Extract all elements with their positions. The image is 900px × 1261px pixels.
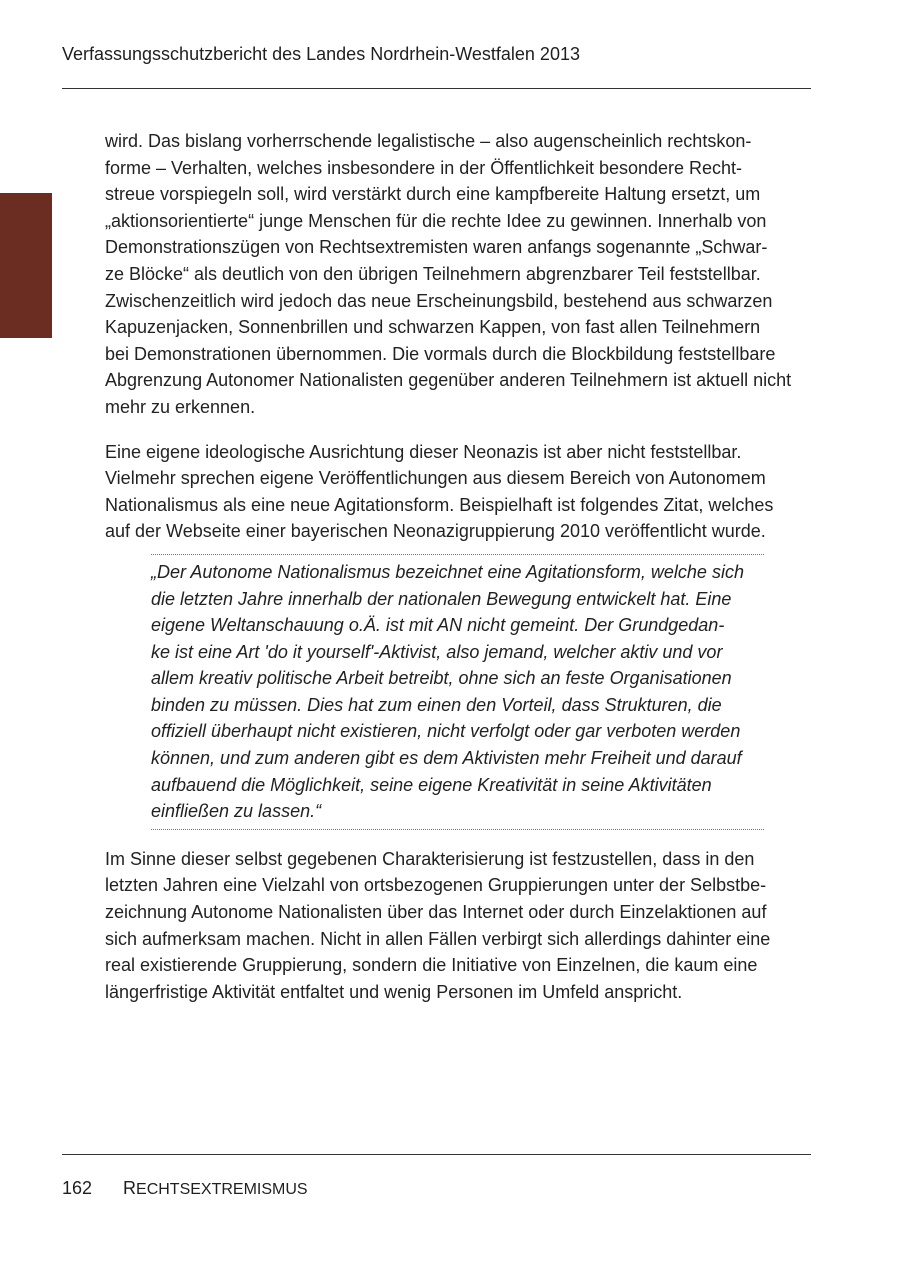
paragraph-1 — [105, 128, 817, 421]
quote-line: „Der Autonome Nationalismus bezeichnet eine Agitationsform, welche sich — [151, 561, 744, 582]
main-content — [105, 128, 817, 1005]
text-line: ze Blöcke“ als deutlich von den übrigen Teilnehmern abgrenzbarer Teil feststellbar. — [105, 263, 761, 284]
text-line: forme – Verhalten, welches insbesondere in der Öffentlichkeit besondere Recht- — [105, 157, 743, 178]
text-line: Nationalismus als eine neue Agitationsform. Beispielhaft ist folgendes Zitat, welches — [105, 494, 774, 515]
text-line: Vielmehr sprechen eigene Veröffentlichungen aus diesem Bereich von Autonomem — [105, 468, 766, 489]
text-line: letzten Jahren eine Vielzahl von ortsbezogenen Gruppierungen unter der Selbstbe- — [105, 875, 767, 896]
chapter-side-tab — [0, 193, 52, 338]
page-footer — [62, 1178, 308, 1199]
paragraph-2 — [105, 439, 817, 545]
quote-line: können, und zum anderen gibt es dem Aktivisten mehr Freiheit und darauf — [151, 748, 742, 769]
text-line: auf der Webseite einer bayerischen Neonazigruppierung 2010 veröffentlicht wurde. — [105, 521, 766, 542]
text-line: Abgrenzung Autonomer Nationalisten gegenüber anderen Teilnehmern ist aktuell nicht — [105, 370, 792, 391]
text-line: wird. Das bislang vorherrschende legalistische – also augenscheinlich rechtskon- — [105, 131, 752, 151]
text-line: mehr zu erkennen. — [105, 396, 256, 417]
quote-line: aufbauend die Möglichkeit, seine eigene Kreativität in seine Aktivitäten — [151, 774, 712, 795]
text-line: Eine eigene ideologische Ausrichtung dieser Neonazis ist aber nicht feststellbar. — [105, 441, 742, 462]
quote-line: ke ist eine Art 'do it yourself'-Aktivist, also jemand, welcher aktiv und vor — [151, 641, 723, 662]
text-line: sich aufmerksam machen. Nicht in allen Fällen verbirgt sich allerdings dahinter eine — [105, 928, 771, 949]
text-line: Zwischenzeitlich wird jedoch das neue Erscheinungsbild, bestehend aus schwarzen — [105, 290, 773, 311]
block-quote — [151, 554, 764, 830]
header-rule — [62, 88, 811, 89]
section-name-initial: R — [123, 1178, 137, 1198]
text-line: „aktionsorientierte“ junge Menschen für die rechte Idee zu gewinnen. Innerhalb von — [105, 210, 767, 231]
quote-line: die letzten Jahre innerhalb der nationalen Bewegung entwickelt hat. Eine — [151, 588, 732, 609]
page-header-title: Verfassungsschutzbericht des Landes Nordrhein-Westfalen 2013 — [62, 44, 580, 64]
text-line: Demonstrationszügen von Rechtsextremisten waren anfangs sogenannte „Schwar- — [105, 237, 768, 258]
section-name — [123, 1178, 308, 1198]
section-name-rest: ECHTSEXTREMISMUS — [136, 1181, 308, 1198]
text-line: Kapuzenjacken, Sonnenbrillen und schwarzen Kappen, von fast allen Teilnehmern — [105, 317, 761, 338]
page-number: 162 — [62, 1178, 93, 1198]
paragraph-3 — [105, 846, 817, 1006]
quote-line: offiziell überhaupt nicht existieren, nicht verfolgt oder gar verboten werden — [151, 721, 741, 742]
text-line: bei Demonstrationen übernommen. Die vormals durch die Blockbildung feststellbare — [105, 343, 776, 364]
quote-line: einfließen zu lassen.“ — [151, 801, 322, 822]
footer-rule — [62, 1154, 811, 1155]
text-line: streue vorspiegeln soll, wird verstärkt durch eine kampfbereite Haltung ersetzt, um — [105, 184, 761, 205]
text-line: Im Sinne dieser selbst gegebenen Charakterisierung ist festzustellen, dass in den — [105, 848, 755, 869]
text-line: real existierende Gruppierung, sondern die Initiative von Einzelnen, die kaum eine — [105, 955, 758, 976]
text-line: zeichnung Autonome Nationalisten über das Internet oder durch Einzelaktionen auf — [105, 902, 767, 923]
quote-line: allem kreativ politische Arbeit betreibt, ohne sich an feste Organisationen — [151, 668, 732, 689]
quote-line: binden zu müssen. Dies hat zum einen den Vorteil, dass Strukturen, die — [151, 694, 722, 715]
text-line: längerfristige Aktivität entfaltet und wenig Personen im Umfeld anspricht. — [105, 981, 683, 1002]
quote-line: eigene Weltanschauung o.Ä. ist mit AN nicht gemeint. Der Grundgedan- — [151, 615, 725, 636]
